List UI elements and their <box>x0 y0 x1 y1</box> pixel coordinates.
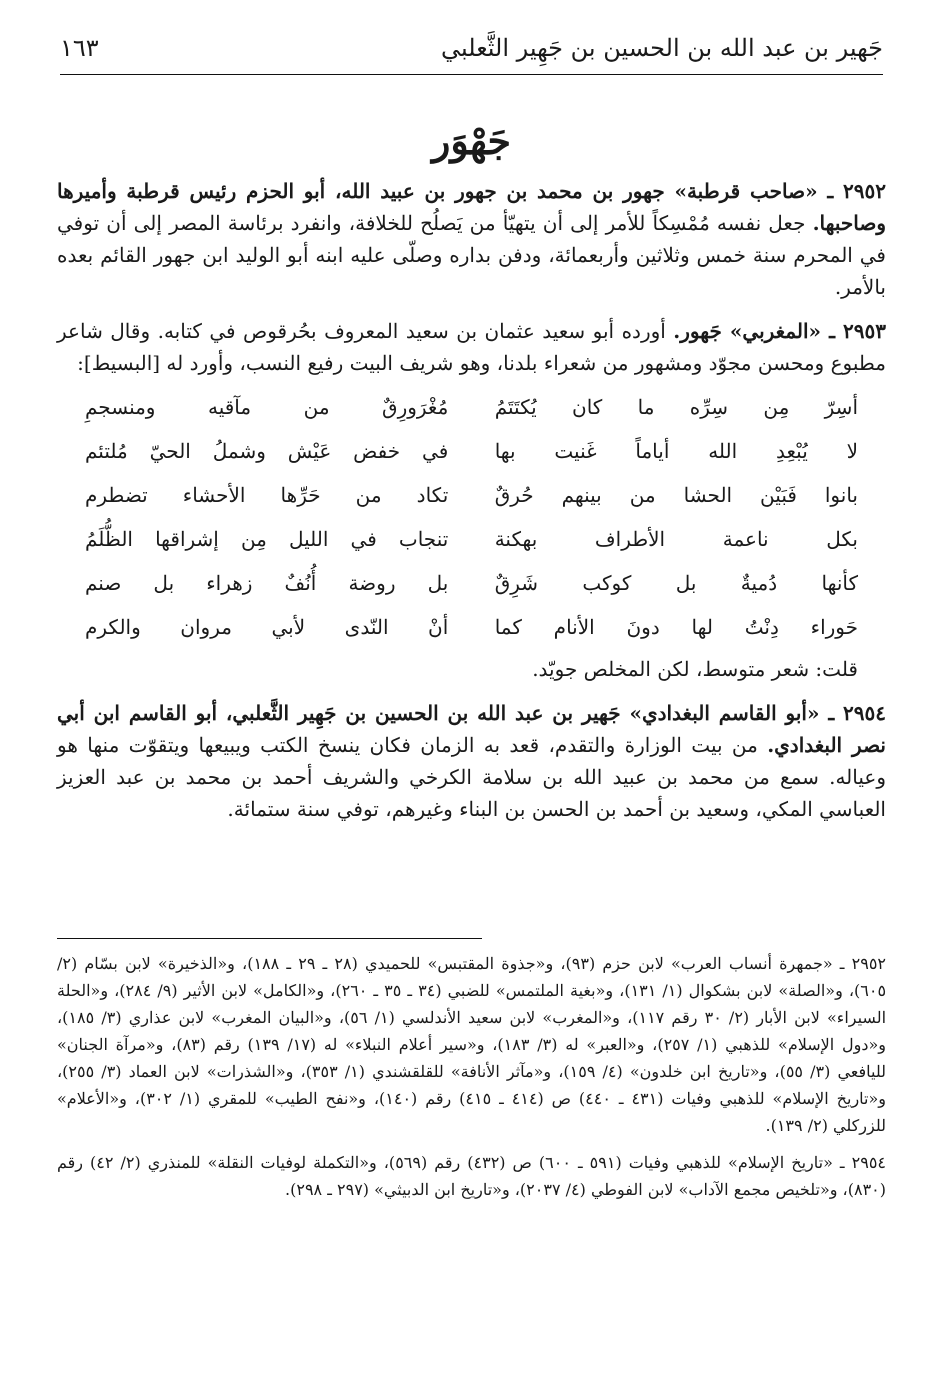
verse-second-hemistich: في خفض عَيْش وشملُ الحيّ مُلتئم <box>85 439 449 463</box>
verse-second-hemistich: تنجاب في الليل مِن إشراقها الظُّلَمُ <box>85 527 449 551</box>
footnote-2954: ٢٩٥٤ ـ «تاريخ الإسلام» للذهبي وفيات (٥٩١ ـ ٦٠٠) ص (٤٣٢) رقم (٥٦٩)، و«التكملة لوفيات النقلة» للمنذري (٢/ ٤٢) رقم (٨٣٠)، و«تلخيص مجمع الآداب» لابن الفوطي (٤/ ٢٠٣٧)، و«تاريخ ابن الدبيثي» (٢٩٧ ـ ٢٩٨). <box>57 1153 886 1199</box>
author-comment: قلت: شعر متوسط، لكن المخلص جويّد. <box>532 657 858 681</box>
verse-first-hemistich: بكل ناعمة الأطراف بهكنة <box>494 527 858 551</box>
verse-line <box>85 605 858 649</box>
page-number: ١٦٣ <box>60 34 99 62</box>
entry-2954 <box>57 697 886 825</box>
verse-line <box>85 385 858 429</box>
main-text <box>57 175 886 825</box>
verse-second-hemistich: بل روضة أُنُفٌ زهراء بل صنم <box>85 571 449 595</box>
entry-2952 <box>57 175 886 303</box>
verse-first-hemistich: بانوا فَبَيْن الحشا من بينهم حُرقٌ <box>494 483 858 507</box>
entry-body: جعل نفسه مُمْسِكاً للأمر إلى أن يتهيّأ من يَصلُح للخلافة، وانفرد برئاسة المصر إلى أن توفي في المحرم سنة خمس وثلاثين وأربعمائة، ودفن بداره وصلّى عليه ابنه أبو الوليد ابن جهور القائم بعده بالأمر. <box>57 211 886 299</box>
verse-line <box>85 473 858 517</box>
entry-lead: ٢٩٥٤ ـ «أبو القاسم البغدادي» جَهير بن عبد الله بن الحسين بن جَهِير الثَّعلبي، أبو القاسم ابن أبي نصر البغدادي. <box>57 701 886 757</box>
verse-second-hemistich: تكاد من حَرِّها الأحشاء تضطرم <box>85 483 449 507</box>
verse-second-hemistich: مُغْرَورِقٌ من مآقيه ومنسجمِ <box>85 395 449 419</box>
footnotes <box>57 950 886 1203</box>
verse-line <box>85 517 858 561</box>
running-title: جَهير بن عبد الله بن الحسين بن جَهِير الثَّعلبي <box>441 34 883 62</box>
entry-body: أورده أبو سعيد عثمان بن سعيد المعروف بحُرقوص في كتابه. وقال شاعر مطبوع ومحسن مجوّد ومشهور من شعراء بلدنا، وهو شريف البيت رفيع النسب، وأورد له [البسيط]: <box>57 319 886 375</box>
running-header <box>60 30 883 78</box>
verse-first-hemistich: لا يُبْعِدِ الله أياماً غَنيت بها <box>494 439 858 463</box>
footnote-2952: ٢٩٥٢ ـ «جمهرة أنساب العرب» لابن حزم (٩٣)، و«جذوة المقتبس» للحميدي (٢٨ ـ ٢٩ ـ ١٨٨)، و«الذخيرة» لابن بسّام (٢/ ٦٠٥)، و«الصلة» لابن بشكوال (١/ ١٣١)، و«بغية الملتمس» للضبي (٣٤ ـ ٣٥ ـ ٢٦٠)، و«الكامل» لابن الأثير (٩/ ٢٨٤)، و«الحلة السيراء» لابن الأبار (٢/ ٣٠ رقم ١١٧)، و«المغرب» لابن سعيد الأندلسي (١/ ٥٦)، و«البيان المغرب» لابن عذاري (٣/ ١٨٥)، و«دول الإسلام» للذهبي (١/ ٢٥٧)، و«العبر» له (٣/ ١٨٣)، و«سير أعلام النبلاء» له (١٧/ ١٣٩) رقم (٨٣)، و«مرآة الجنان» لليافعي (٣/ ٥٥)، و«تاريخ ابن خلدون» (٤/ ١٥٩)، و«مآثر الأنافة» للقلقشندي (١/ ٣٥٣)، و«الشذرات» لابن العماد (٣/ ٢٥٥)، و«تاريخ الإسلام» للذهبي وفيات (٤٣١ ـ ٤٤٠) ص (٤١٤ ـ ٤١٥) رقم (١٤٠)، و«نفح الطيب» للمقري (١/ ٣٠٢)، و«الأعلام» للزركلي (٢/ ١٣٩). <box>57 954 887 1135</box>
verse-line <box>85 429 858 473</box>
verse-first-hemistich: حَوراء دِنْتُ لها دونَ الأنام كما <box>494 615 858 639</box>
entry-lead: ٢٩٥٣ ـ «المغربي» جَهور. <box>673 319 886 343</box>
verse-second-hemistich: أنْ النّدى لأبي مروان والكرم <box>85 615 449 639</box>
verse-line <box>85 561 858 605</box>
entry-2953 <box>57 315 886 379</box>
footnote-rule <box>57 938 482 939</box>
verse-first-hemistich: كأنها دُميةٌ بل كوكب شَرِقٌ <box>494 571 858 595</box>
entry-body: من بيت الوزارة والتقدم، قعد به الزمان فكان ينسخ الكتب ويبيعها ويتقوّت منها هو وعياله. سمع من محمد بن عبيد الله بن سلامة الكرخي والشريف أحمد بن محمد بن عبد العزيز العباسي المكي، وسعيد بن أحمد بن الحسن بن البناء وغيرهم، توفي سنة ستمائة. <box>57 733 886 821</box>
section-heading: جَهْوَر <box>432 118 511 163</box>
header-rule <box>60 74 883 75</box>
verse-first-hemistich: أسِرّ مِن سِرِّه ما كان يُكتَتَمُ <box>494 395 858 419</box>
poem <box>85 385 858 649</box>
entry-lead: ٢٩٥٢ ـ «صاحب قرطبة» جهور بن محمد بن جهور بن عبيد الله، أبو الحزم رئيس قرطبة وأميرها وصاحبها. <box>57 179 887 235</box>
